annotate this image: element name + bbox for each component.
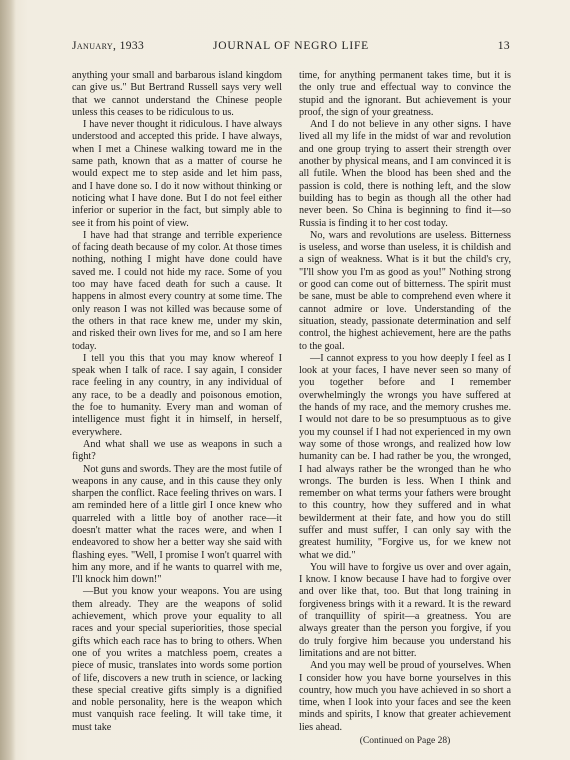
paragraph: And I do not believe in any other signs. I have lived all my life in the midst of war and revolution and one group trying to assert their strength over another by physical means, and I am convinced it is all futile. When the blood has been shed and the passion is cold, there is nothing left, and the slow building has to begin as though all the other had never been. So China is beginning to find it—so Russia is finding it to her cost today. <box>299 119 511 229</box>
paragraph: Not guns and swords. They are the most futile of weapons in any cause, and in this cause they only sharpen the conflict. Race feeling thrives on wars. I am reminded here of a little girl I once knew who quarreled with a little boy of another race—it doesn't matter what the races were, and when I endeavored to show her a better way she said with flashing eyes. "Well, I promise I won't quarrel with him any more, and if he wants to quarrel with me, I'll knock him down!" <box>72 463 282 586</box>
binding-shadow <box>0 0 16 760</box>
paragraph: —But you know your weapons. You are using them already. They are the weapons of solid achievement, which prove your equality to all races and your special superiorities, those special gifts which each race has to bring to others. When one of you writes a matchless poem, creates a piece of music, translates into words some portion of life, discovers a new truth in science, or lacking these special creative gifts simply is a dignified and noble personality, here is the weapon which must vanquish race feeling. It will take time, it must take <box>72 586 282 733</box>
issue-date: January, 1933 <box>72 40 145 52</box>
paragraph: I have never thought it ridiculous. I have always understood and accepted this pride. I have always, when I met a Chinese walking toward me in the same path, known that as a matter of course he would expect me to step aside and let him pass, and I have done so. I do it now without thinking or noticing what I have done. But I do not feel either inferior or superior in the fact, but simply able to see it from his point of view. <box>72 119 282 229</box>
page-number: 13 <box>497 40 510 52</box>
continued-note: (Continued on Page 28) <box>359 736 451 747</box>
paragraph: No, wars and revolutions are useless. Bitterness is useless, and worse than useless, it is childish and a sign of weakness. What is it but the child's cry, "I'll show you I'm as good as you!" Nothing strong or good can come out of bitterness. The spirit must be sane, must be able to comprehend even where it cannot admire or love. Understanding of the situation, steady, passionate determination and self control, the highest achievement, here are the paths to the goal. <box>299 229 511 352</box>
paragraph: And what shall we use as weapons in such a fight? <box>72 438 282 463</box>
paragraph: You will have to forgive us over and over again, I know. I know because I have had to forgive over and over like that, too. But that long training in forgiveness brings with it a reward. It is the reward of tranquillity of spirit—a greatness. You are always greater than the person you forgive, if you do truly forgive him because you understand his limitations and are not bitter. <box>299 561 511 659</box>
journal-title: JOURNAL OF NEGRO LIFE <box>213 40 369 52</box>
paragraph: I tell you this that you may know whereof I speak when I talk of race. I say again, I consider race feeling in any country, in any individual of any race, to be a deadly and poisonous emotion, the foe to humanity. Every man and woman of intelligence must fight it in himself, in herself, everywhere. <box>72 352 282 438</box>
right-text-column <box>299 70 511 747</box>
paragraph: —I cannot express to you how deeply I feel as I look at your faces, I have never seen so many of you together before and I remember overwhelmingly the wrongs you have suffered at the hands of my race, and the memory crushes me. I would not dare to be so presumptuous as to give you my counsel if I had not experienced in my own way some of those wrongs, and realized how low humanity can be. I had rather be you, the wronged, I had always rather be the wronged than he who wrongs. The burden is less. When I think and remember on what terms your fathers were brought to this country, how they suffered and in what bewilderment at their fate, and how you do still suffer and must suffer, I can only say with the greatest humility, "Forgive us, for we knew not what we did." <box>299 352 511 561</box>
paragraph: anything your small and barbarous island kingdom can give us." But Bertrand Russell says very well that we cannot understand the Chinese people unless this ceases to be ridiculous to us. <box>72 70 282 118</box>
paragraph: I have had that strange and terrible experience of facing death because of my color. At those times nothing, nothing I might have done could have saved me. I could not hide my race. Some of you too may have faced death for such a cause. It happens in almost every country at some time. The only reason I was not killed was because some of the others in that race knew me, under my skin, and risked their own lives for me, and so I am here today. <box>72 229 282 352</box>
paragraph: And you may well be proud of yourselves. When I consider how you have borne yourselves in this country, how much you have achieved in so short a time, when I look into your faces and see the keen minds and spirits, I know that greater achievement lies ahead. <box>299 660 511 733</box>
running-header <box>72 40 510 56</box>
paragraph: time, for anything permanent takes time, but it is the only true and effectual way to convince the stupid and the ignorant. But achievement is your proof, the sign of your greatness. <box>299 70 511 118</box>
left-text-column <box>72 70 282 734</box>
